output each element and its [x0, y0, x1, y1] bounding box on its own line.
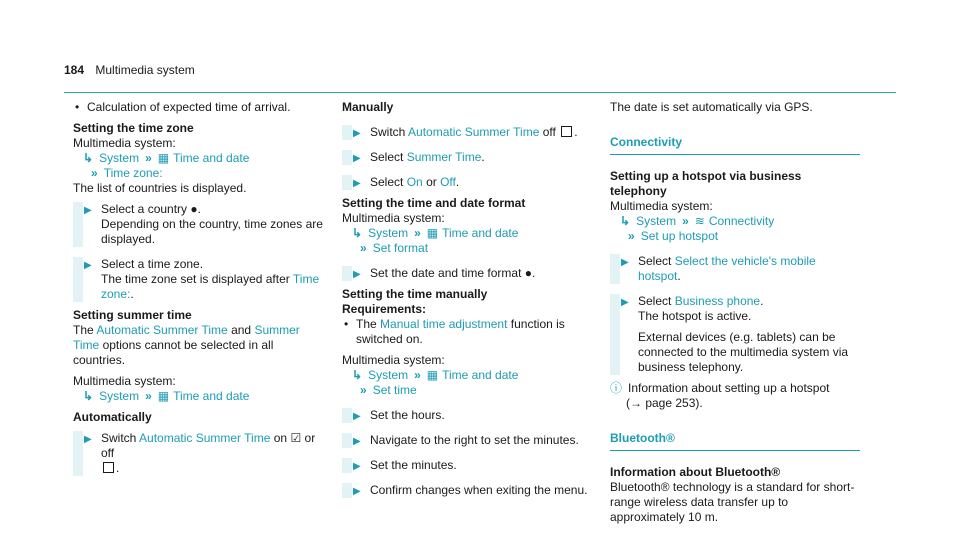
radio-dot-icon: ●.: [190, 202, 201, 216]
nav-path-2: [610, 229, 860, 244]
radio-dot-icon: ●.: [524, 266, 536, 280]
heading-bluetooth: Information about Bluetooth®: [610, 465, 781, 479]
step-arrow-icon: ▶: [353, 269, 361, 280]
heading-summer-time: Setting summer time: [73, 308, 192, 322]
chevron-double-icon: »: [414, 226, 421, 240]
nav-path: [73, 389, 323, 404]
nav-time-zone[interactable]: Time zone:: [103, 166, 163, 180]
heading-hotspot: Setting up a hotspot via business telephony: [610, 169, 802, 198]
step-confirm: ▶ Confirm changes when exiting the menu.: [342, 483, 592, 498]
requirement-item: • The Manual time adjustment function is switched on.: [342, 317, 592, 347]
multimedia-label: Multimedia system:: [342, 211, 445, 225]
step-business-phone: ▶ Select Business phone. The hotspot is active. External devices (e.g. tablets) can be connected to the multimedia system via business telephony.: [610, 294, 860, 375]
link-business-phone[interactable]: Business phone: [674, 294, 761, 308]
chevron-double-icon: »: [91, 166, 98, 180]
link-summer-time[interactable]: Summer Time: [73, 323, 300, 352]
nav-path: [342, 226, 592, 241]
step-switch-off: ▶ Switch Automatic Summer Time off .: [342, 125, 592, 140]
link-auto-summer[interactable]: Automatic Summer Time: [96, 323, 228, 337]
bullet-calculation: • Calculation of expected time of arrival.: [73, 100, 323, 115]
heading-automatically: Automatically: [73, 410, 152, 424]
nav-system[interactable]: System: [368, 368, 409, 382]
nav-setup-hotspot[interactable]: Set up hotspot: [640, 229, 719, 243]
step-arrow-icon: ▶: [353, 461, 361, 472]
step-select-hotspot: ▶ Select Select the vehicle's mobile hotspot.: [610, 254, 860, 284]
step-set-format: ▶ Set the date and time format ●.: [342, 266, 592, 281]
multimedia-label: Multimedia system:: [73, 374, 176, 388]
nav-path-2: [342, 383, 592, 398]
nav-arrow-icon: ↳: [352, 226, 363, 240]
step-arrow-icon: ▶: [621, 257, 629, 268]
multimedia-label: Multimedia system:: [342, 353, 445, 367]
chevron-double-icon: »: [360, 241, 367, 255]
nav-path: [342, 368, 592, 383]
info-note: ⓘ Information about setting up a hotspot: [610, 381, 830, 395]
link-auto-summer[interactable]: Automatic Summer Time: [408, 125, 540, 139]
step-arrow-icon: ▶: [84, 434, 92, 445]
chevron-double-icon: »: [682, 214, 689, 228]
column-middle: [342, 100, 592, 498]
list-displayed: The list of countries is displayed.: [73, 181, 247, 195]
step-arrow-icon: ▶: [84, 260, 92, 271]
gps-text: The date is set automatically via GPS.: [610, 100, 813, 114]
calendar-icon: ▦: [426, 368, 439, 382]
link-time-zone[interactable]: Time zone:: [101, 272, 320, 301]
step-arrow-icon: ▶: [353, 411, 361, 422]
step-set-minutes: ▶ Set the minutes.: [342, 458, 592, 473]
nav-system[interactable]: System: [368, 226, 409, 240]
link-mobile-hotspot[interactable]: Select the vehicle's mobile hotspot: [638, 254, 816, 283]
step-text: Select a time zone.: [101, 257, 204, 271]
nav-system[interactable]: System: [99, 151, 140, 165]
nav-arrow-icon: ↳: [83, 389, 94, 403]
step-arrow-icon: ▶: [353, 153, 361, 164]
link-manual-adjust[interactable]: Manual time adjustment: [380, 317, 508, 331]
step-arrow-icon: ▶: [353, 436, 361, 447]
nav-path-2: [342, 241, 592, 256]
calendar-icon: ▦: [426, 226, 439, 240]
step-select-summer: ▶ Select Summer Time.: [342, 150, 592, 165]
step-select-on-off: ▶ Select On or Off.: [342, 175, 592, 190]
nav-time-date[interactable]: Time and date: [442, 368, 519, 382]
link-auto-summer[interactable]: Automatic Summer Time: [139, 431, 271, 445]
column-right: [610, 100, 860, 525]
requirements-label: Requirements:: [342, 302, 427, 316]
nav-path: [73, 151, 323, 166]
bluetooth-text: Bluetooth® technology is a standard for short-range wireless data transfer up to approximately 10 m.: [610, 480, 855, 524]
chevron-double-icon: »: [145, 151, 152, 165]
nav-time-date[interactable]: Time and date: [173, 151, 250, 165]
calendar-icon: ▦: [157, 151, 170, 165]
chevron-double-icon: »: [414, 368, 421, 382]
nav-path: [610, 214, 860, 229]
step-arrow-icon: ▶: [353, 486, 361, 497]
chevron-double-icon: »: [145, 389, 152, 403]
step-arrow-icon: ▶: [353, 178, 361, 189]
step-text: The time zone set is displayed after: [101, 272, 290, 286]
summer-text: The Automatic Summer Time and Summer Time options cannot be selected in all countries.: [73, 323, 300, 367]
nav-arrow-icon: ↳: [83, 151, 94, 165]
heading-format: Setting the time and date format: [342, 196, 526, 210]
step-text: Depending on the country, time zones are displayed.: [101, 217, 323, 246]
checkbox-empty-icon: [561, 126, 572, 137]
link-off[interactable]: Off: [440, 175, 456, 189]
heading-manual-time: Setting the time manually: [342, 287, 488, 301]
nav-connectivity[interactable]: Connectivity: [708, 214, 775, 228]
checkbox-empty-icon: [103, 462, 114, 473]
nav-time-date[interactable]: Time and date: [442, 226, 519, 240]
link-summer-time[interactable]: Summer Time: [406, 150, 482, 164]
multimedia-label: Multimedia system:: [610, 199, 713, 213]
section-bluetooth: Bluetooth®: [610, 431, 675, 445]
nav-arrow-icon: ↳: [620, 214, 631, 228]
section-connectivity: Connectivity: [610, 135, 683, 149]
header-rule: [64, 92, 896, 93]
nav-set-format[interactable]: Set format: [372, 241, 429, 255]
calendar-icon: ▦: [157, 389, 170, 403]
info-ref: (→ page 253).: [626, 396, 703, 410]
nav-set-time[interactable]: Set time: [372, 383, 417, 397]
page-number: 184: [64, 63, 85, 77]
multimedia-label: Multimedia system:: [73, 136, 176, 150]
step-set-hours: ▶ Set the hours.: [342, 408, 592, 423]
column-left: [73, 100, 323, 476]
chevron-double-icon: »: [360, 383, 367, 397]
step-text: Select a country: [101, 202, 188, 216]
wifi-icon: ≋: [694, 214, 705, 228]
page-header: [64, 63, 195, 77]
step-navigate: ▶ Navigate to the right to set the minutes.: [342, 433, 592, 448]
step-arrow-icon: ▶: [353, 128, 361, 139]
checkbox-checked-icon: ☑: [290, 431, 302, 445]
step-auto-switch: ▶ Switch Automatic Summer Time on ☑ or off .: [73, 431, 323, 476]
nav-system[interactable]: System: [99, 389, 140, 403]
nav-arrow-icon: ↳: [352, 368, 363, 382]
step-select-country: [73, 202, 323, 247]
step-arrow-icon: ▶: [621, 297, 629, 308]
nav-time-date[interactable]: Time and date: [173, 389, 250, 403]
info-icon: ⓘ: [610, 381, 623, 395]
page-title: Multimedia system: [95, 63, 195, 77]
nav-system[interactable]: System: [636, 214, 677, 228]
link-on[interactable]: On: [406, 175, 423, 189]
heading-time-zone: Setting the time zone: [73, 121, 194, 135]
step-select-time-zone: ▶ Select a time zone. The time zone set is displayed after Time zone:.: [73, 257, 323, 302]
heading-manually: Manually: [342, 100, 394, 114]
chevron-double-icon: »: [628, 229, 635, 243]
nav-path-2: [73, 166, 323, 181]
step-arrow-icon: ▶: [84, 205, 92, 216]
